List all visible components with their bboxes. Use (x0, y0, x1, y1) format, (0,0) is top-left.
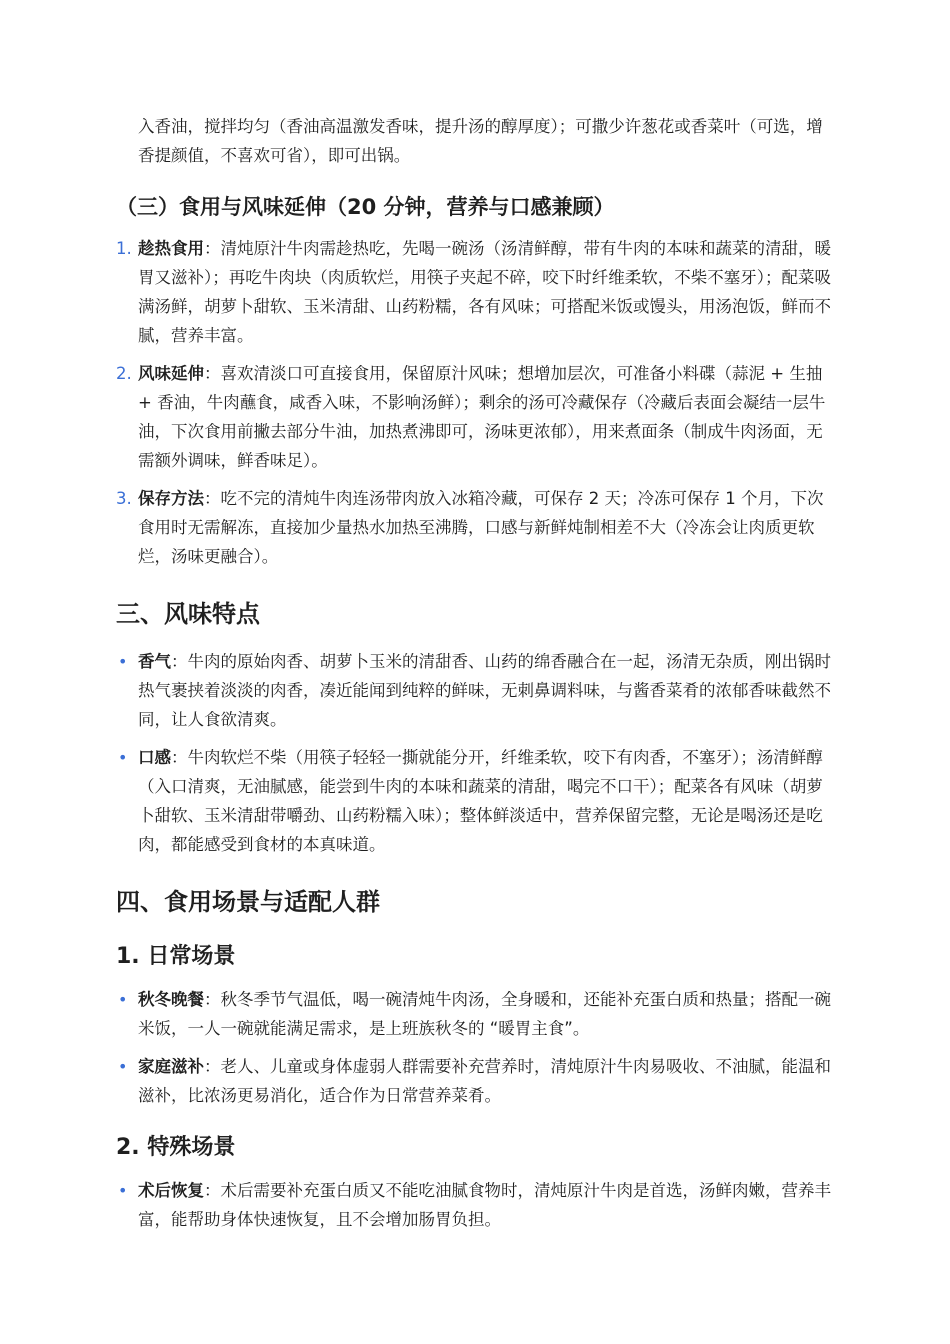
list-item (116, 1052, 836, 1110)
eating-list (116, 234, 836, 571)
list-item (116, 1176, 836, 1234)
section-flavor-title: 三、风味特点 (116, 600, 260, 628)
item-term: 趁热食用 (138, 239, 204, 258)
item-text: ：牛肉软烂不柴（用筷子轻轻一撕就能分开，纤维柔软，咬下有肉香，不塞牙）；汤清鲜醇（入口清爽，无油腻感，能尝到牛肉的本味和蔬菜的清甜，喝完不口干）；配菜各有风味（胡萝卜甜软、玉米清甜带嚼劲、山药粉糯入味）；整体鲜淡适中，营养保留完整，无论是喝汤还是吃肉，都能感受到食材的本真味道。 (138, 748, 823, 854)
bullet-icon: • (118, 990, 128, 1009)
item-text: ：术后需要补充蛋白质又不能吃油腻食物时，清炖原汁牛肉是首选，汤鲜肉嫩，营养丰富，能帮助身体快速恢复，且不会增加肠胃负担。 (138, 1181, 831, 1229)
bullet-icon: • (118, 1057, 128, 1076)
item-term: 家庭滋补 (138, 1057, 204, 1076)
bullet-icon: • (118, 1181, 128, 1200)
list-number: 1. (116, 239, 132, 258)
special-list (116, 1176, 836, 1234)
intro-paragraph: 入香油，搅拌均匀（香油高温激发香味，提升汤的醇厚度）；可撒少许葱花或香菜叶（可选，增香提颜值，不喜欢可省），即可出锅。 (138, 117, 823, 165)
bullet-icon: • (118, 652, 128, 671)
list-item (116, 985, 836, 1043)
list-number: 3. (116, 489, 132, 508)
item-term: 香气 (138, 652, 171, 671)
list-number: 2. (116, 364, 132, 383)
item-text: ：秋冬季节气温低，喝一碗清炖牛肉汤，全身暖和，还能补充蛋白质和热量；搭配一碗米饭，一人一碗就能满足需求，是上班族秋冬的 “暖胃主食”。 (138, 990, 831, 1038)
item-term: 保存方法 (138, 489, 204, 508)
list-item (116, 234, 836, 350)
item-term: 秋冬晚餐 (138, 990, 204, 1009)
item-term: 口感 (138, 748, 171, 767)
item-text: ：喜欢清淡口可直接食用，保留原汁风味；想增加层次，可准备小料碟（蒜泥 + 生抽 + 香油，牛肉蘸食，咸香入味，不影响汤鲜）；剩余的汤可冷藏保存（冷藏后表面会凝结一层牛油，下次食用前撇去部分牛油，加热煮沸即可，汤味更浓郁），用来煮面条（制成牛肉汤面，无需额外调味，鲜香味足）。 (138, 364, 826, 470)
item-text: ：老人、儿童或身体虚弱人群需要补充营养时，清炖原汁牛肉易吸收、不油腻，能温和滋补，比浓汤更易消化，适合作为日常营养菜肴。 (138, 1057, 831, 1105)
section-eating-title: （三）食用与风味延伸（20 分钟，营养与口感兼顾） (116, 195, 615, 219)
list-item (116, 743, 836, 859)
item-term: 术后恢复 (138, 1181, 204, 1200)
item-text: ：吃不完的清炖牛肉连汤带肉放入冰箱冷藏，可保存 2 天；冷冻可保存 1 个月，下次食用时无需解冻，直接加少量热水加热至沸腾，口感与新鲜炖制相差不大（冷冻会让肉质更软烂，汤味更融合）。 (138, 489, 824, 566)
list-item (116, 484, 836, 571)
daily-list (116, 985, 836, 1110)
item-term: 风味延伸 (138, 364, 204, 383)
list-item (116, 647, 836, 734)
list-item (116, 359, 836, 475)
item-text: ：牛肉的原始肉香、胡萝卜玉米的清甜香、山药的绵香融合在一起，汤清无杂质，刚出锅时热气裹挟着淡淡的肉香，凑近能闻到纯粹的鲜味，无刺鼻调料味，与酱香菜肴的浓郁香味截然不同，让人食欲清爽。 (138, 652, 831, 729)
item-text: ：清炖原汁牛肉需趁热吃，先喝一碗汤（汤清鲜醇，带有牛肉的本味和蔬菜的清甜，暖胃又滋补）；再吃牛肉块（肉质软烂，用筷子夹起不碎，咬下时纤维柔软，不柴不塞牙）；配菜吸满汤鲜，胡萝卜甜软、玉米清甜、山药粉糯，各有风味；可搭配米饭或馒头，用汤泡饭，鲜而不腻，营养丰富。 (138, 239, 831, 345)
bullet-icon: • (118, 748, 128, 767)
flavor-list (116, 647, 836, 859)
document-page (116, 112, 836, 1243)
section-scenes-title: 四、食用场景与适配人群 (116, 888, 380, 916)
special-scenes-title: 2. 特殊场景 (116, 1135, 236, 1160)
daily-scenes-title: 1. 日常场景 (116, 944, 236, 969)
